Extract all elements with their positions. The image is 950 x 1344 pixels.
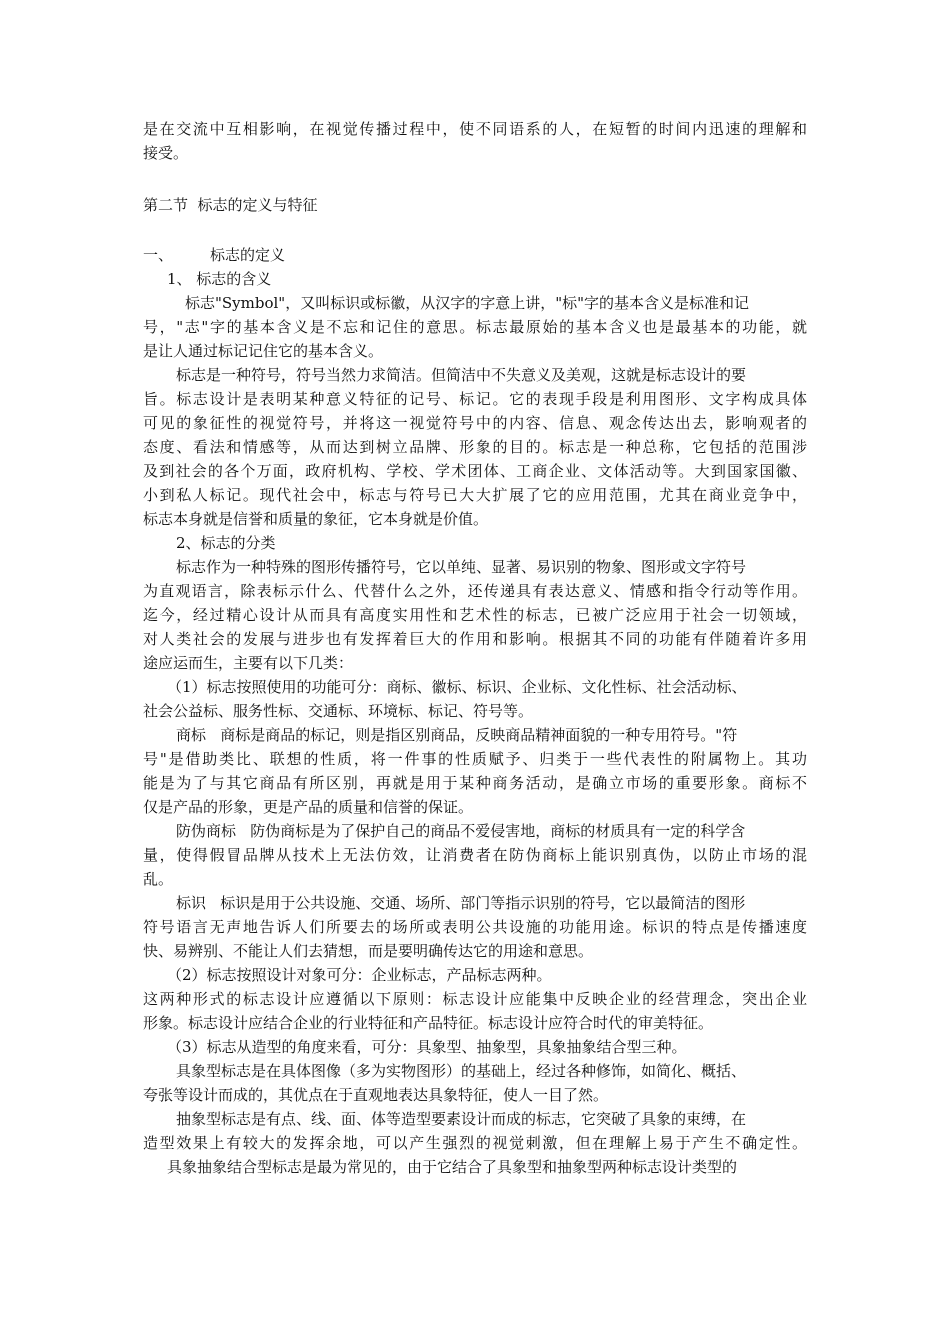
body-text-line: 是在交流中互相影响，在视觉传播过程中，使不同语系的人，在短暂的时间内迅速的理解和 <box>143 120 807 138</box>
body-text-line: 标志"Symbol"，又叫标识或标徽，从汉字的字意上讲，"标"字的基本含义是标准和记 <box>185 294 750 312</box>
body-text-line: 乱。 <box>143 870 174 888</box>
subsection-heading: 标志的定义 <box>210 246 286 264</box>
body-text-line: 仅是产品的形象，更是产品的质量和信誉的保证。 <box>143 798 474 816</box>
body-text-line: 量，使得假冒品牌从技术上无法仿效，让消费者在防伪商标上能识别真伪，以防止市场的混 <box>143 846 807 864</box>
body-text-line: 能是为了与其它商品有所区别，再就是用于某种商务活动，是确立市场的重要形象。商标不 <box>143 774 807 792</box>
body-text-line: 小到私人标记。现代社会中，标志与符号已大大扩展了它的应用范围，尤其在商业竞争中， <box>143 486 807 504</box>
body-text-line: 为直观语言，除表标示什么、代替什么之外，还传递具有表达意义、情感和指令行动等作用。 <box>143 582 807 600</box>
body-text-line: 迄今，经过精心设计从而具有高度实用性和艺术性的标志，已被广泛应用于社会一切领域， <box>143 606 807 624</box>
body-text-line: 及到社会的各个万面，政府机构、学校、学术团体、工商企业、文体活动等。大到国家国徽、 <box>143 462 807 480</box>
body-text-line: 标志作为一种特殊的图形传播符号，它以单纯、显著、易识别的物象、图形或文字符号 <box>176 558 747 576</box>
body-text-line: 符号语言无声地告诉人们所要去的场所或表明公共设施的功能用途。标识的特点是传播速度 <box>143 918 807 936</box>
body-text-line: 旨。标志设计是表明某种意义特征的记号、标记。它的表现手段是利用图形、文字构成具体 <box>143 390 807 408</box>
body-text-line: 标识 标识是用于公共设施、交通、场所、部门等指示识别的符号，它以最简洁的图形 <box>176 894 746 912</box>
body-text-line: 造型效果上有较大的发挥余地，可以产生强烈的视觉刺激，但在理解上易于产生不确定性。 <box>143 1134 807 1152</box>
list-item-text: （1）标志按照使用的功能可分：商标、徽标、标识、企业标、文化性标、社会活动标、 <box>167 678 747 696</box>
body-text-line: 接受。 <box>143 144 189 162</box>
body-text-line: 对人类社会的发展与进步也有发挥着巨大的作用和影响。根据其不同的功能有伴随着许多用 <box>143 630 807 648</box>
body-text-line: 可见的象征性的视觉符号，并将这一视觉符号中的内容、信息、观念传达出去，影响观者的 <box>143 414 807 432</box>
body-text-line: 标志本身就是信誉和质量的象征，它本身就是价值。 <box>143 510 489 528</box>
body-text-line: 快、易辨别、不能让人们去猜想，而是要明确传达它的用途和意思。 <box>143 942 594 960</box>
body-text-line: 具象抽象结合型标志是最为常见的，由于它结合了具象型和抽象型两种标志设计类型的 <box>167 1158 738 1176</box>
body-text-line: 夸张等设计而成的，其优点在于直观地表达具象特征，使人一目了然。 <box>143 1086 609 1104</box>
list-number: 一、 <box>143 246 174 264</box>
body-text-line: 号，"志"字的基本含义是不忘和记住的意思。标志最原始的基本含义也是最基本的功能，就 <box>143 318 807 336</box>
subheading: 2、标志的分类 <box>176 534 276 552</box>
body-text-line: 号"是借助类比、联想的性质，将一件事的性质赋予、归类于一些代表性的附属物上。其功 <box>143 750 807 768</box>
subheading: 1、 标志的含义 <box>167 270 272 288</box>
body-text-line: 是让人通过标记记住它的基本含义。 <box>143 342 384 360</box>
body-text-line: 具象型标志是在具体图像（多为实物图形）的基础上，经过各种修饰，如简化、概括、 <box>176 1062 747 1080</box>
section-heading: 第二节 标志的定义与特征 <box>143 196 318 214</box>
body-text-line: 途应运而生，主要有以下几类： <box>143 654 354 672</box>
body-text-line: 商标 商标是商品的标记，则是指区别商品，反映商品精神面貌的一种专用符号。"符 <box>176 726 738 744</box>
body-text-line: 形象。标志设计应结合企业的行业特征和产品特征。标志设计应符合时代的审美特征。 <box>143 1014 714 1032</box>
body-text-line: 这两种形式的标志设计应遵循以下原则：标志设计应能集中反映企业的经营理念，突出企业 <box>143 990 807 1008</box>
body-text-line: 防伪商标 防伪商标是为了保护自己的商品不爱侵害地，商标的材质具有一定的科学含 <box>176 822 746 840</box>
list-item-text: （2）标志按照设计对象可分：企业标志，产品标志两种。 <box>167 966 552 984</box>
list-item-text: （3）标志从造型的角度来看，可分：具象型、抽象型，具象抽象结合型三种。 <box>167 1038 687 1056</box>
body-text-line: 抽象型标志是有点、线、面、体等造型要素设计而成的标志，它突破了具象的束缚，在 <box>176 1110 747 1128</box>
body-text-line: 社会公益标、服务性标、交通标、环境标、标记、符号等。 <box>143 702 534 720</box>
body-text-line: 标志是一种符号，符号当然力求简洁。但简洁中不失意义及美观，这就是标志设计的要 <box>176 366 747 384</box>
body-text-line: 态度、看法和情感等，从而达到树立品牌、形象的目的。标志是一种总称，它包括的范围涉 <box>143 438 807 456</box>
